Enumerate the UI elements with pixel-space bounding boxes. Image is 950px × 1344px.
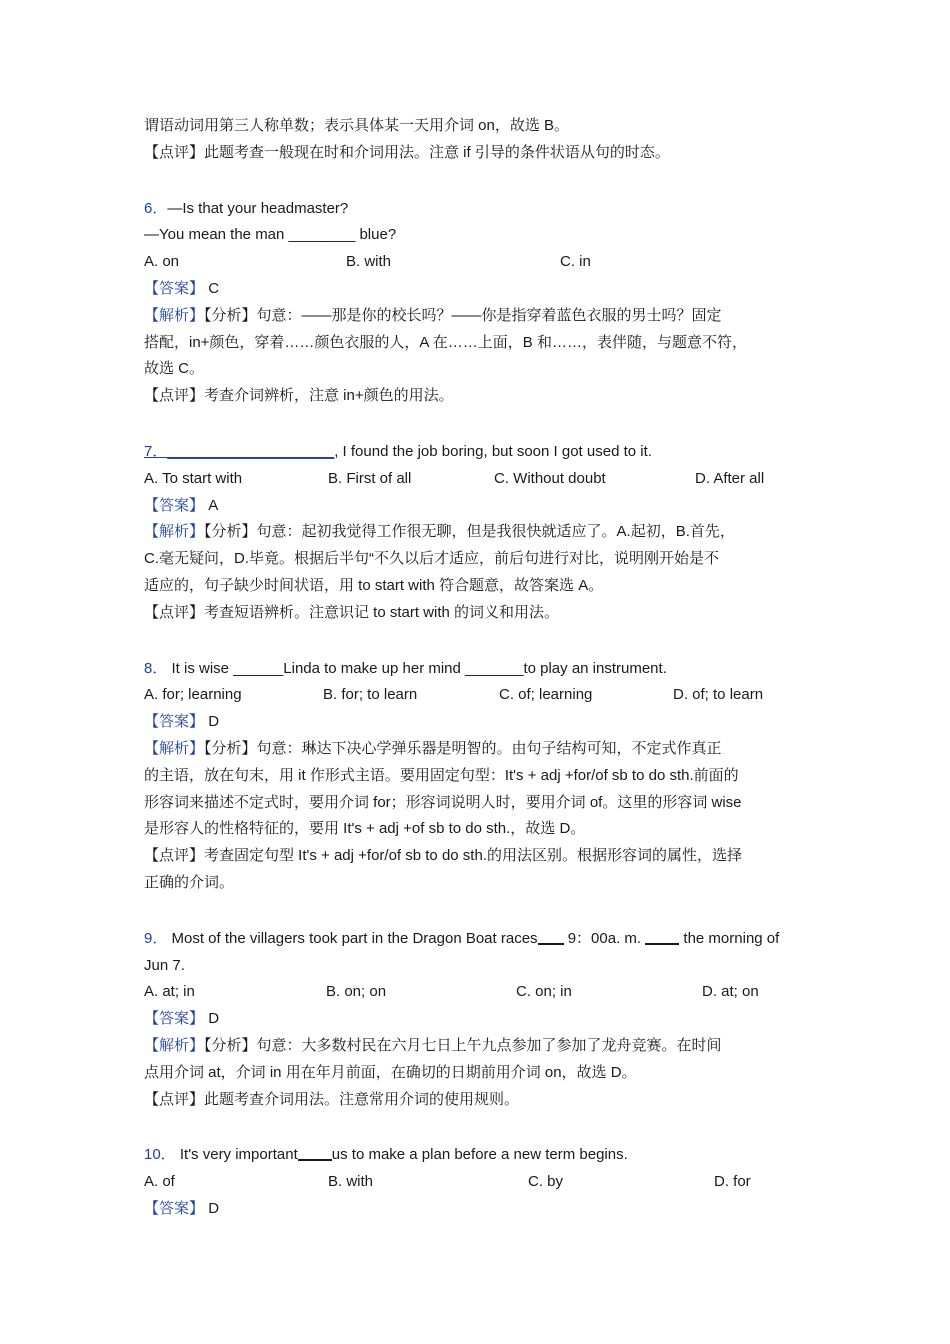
analysis-tag: 【解析】: [144, 306, 205, 324]
option-a: A. for; learning: [144, 686, 242, 704]
comment-line: 【点评】考查短语辨析。注意识记 to start with 的词义和用法。: [144, 603, 560, 621]
option-c: C. Without doubt: [494, 469, 606, 487]
analysis-line: 故选 C。: [144, 360, 205, 378]
answer-blank: ______: [233, 659, 284, 677]
answer-line: [144, 493, 816, 520]
options-row: [144, 466, 816, 493]
analysis-text: 【分析】句意：——那是你的校长吗？——你是指穿着蓝色衣服的男士吗？固定: [204, 306, 722, 324]
analysis-text: 【分析】句意：大多数村民在六月七日上午九点参加了参加了龙舟竞赛。在时间: [204, 1036, 722, 1054]
answer-value: D: [208, 1010, 220, 1028]
analysis-text: 【分析】句意：起初我觉得工作很无聊，但是我很快就适应了。A.起初，B.首先，: [204, 523, 735, 541]
answer-value: C: [208, 279, 220, 297]
answer-blank: ____________________: [167, 442, 335, 460]
comment-line: 正确的介词。: [144, 873, 235, 891]
comment-line: 【点评】此题考查介词用法。注意常用介词的使用规则。: [144, 1090, 520, 1108]
analysis-line: [144, 736, 816, 763]
option-b: B. for; to learn: [323, 686, 418, 704]
analysis-line: [144, 519, 816, 546]
analysis-tag: 【解析】: [144, 739, 205, 757]
options-row: [144, 249, 816, 276]
answer-blank: [645, 927, 679, 945]
question-stem: Jun 7.: [144, 956, 185, 974]
stem-text: —You mean the man: [144, 226, 289, 244]
stem-text: the morning of: [679, 929, 780, 947]
question-stem: [144, 926, 816, 953]
stem-text: Most of the villagers took part in the Dragon Boat races: [167, 929, 538, 947]
stem-text: It is wise: [167, 659, 234, 677]
answer-value: D: [208, 1199, 220, 1217]
stem-text: It's very important: [175, 1146, 298, 1164]
answer-tag: 【答案】: [144, 1199, 205, 1217]
analysis-line: 是形容人的性格特征的，要用 It's + adj +of sb to do sth.，故选 D。: [144, 820, 586, 838]
comment-line: 【点评】此题考查一般现在时和介词用法。注意 if 引导的条件状语从句的时态。: [144, 143, 670, 161]
analysis-line: 点用介词 at，介词 in 用在年月前面，在确切的日期前用介词 on，故选 D。: [144, 1063, 637, 1081]
question-7: [144, 439, 816, 627]
answer-tag: 【答案】: [144, 496, 205, 514]
answer-line: [144, 1006, 816, 1033]
comment-line: 【点评】考查固定句型 It's + adj +for/of sb to do sth.的用法区别。根据形容词的属性，选择: [144, 847, 742, 865]
option-d: D. After all: [695, 469, 765, 487]
comment-line: 【点评】考查介词辨析，注意 in+颜色的用法。: [144, 387, 454, 405]
answer-line: [144, 709, 816, 736]
options-row: [144, 979, 816, 1006]
option-d: D. of; to learn: [673, 686, 764, 704]
stem-text: us to make a plan before a new term begins.: [331, 1146, 628, 1164]
analysis-tag: 【解析】: [144, 1036, 205, 1054]
analysis-tag: 【解析】: [144, 523, 205, 541]
stem-text: blue?: [355, 226, 397, 244]
options-row: [144, 682, 816, 709]
answer-line: [144, 1196, 816, 1223]
question-10: [144, 1142, 816, 1222]
option-c: C. on; in: [516, 983, 572, 1001]
options-row: [144, 1169, 816, 1196]
question-stem: [144, 439, 816, 466]
stem-text: to play an instrument.: [523, 659, 667, 677]
option-a: A. on: [144, 253, 180, 271]
analysis-line: 适应的，句子缺少时间状语，用 to start with 符合题意，故答案选 A。: [144, 576, 604, 594]
option-c: C. by: [528, 1173, 564, 1191]
analysis-line: [144, 1033, 816, 1060]
option-d: D. at; on: [702, 983, 759, 1001]
question-9: [144, 926, 816, 1114]
answer-line: [144, 276, 816, 303]
question-6: [144, 196, 816, 410]
answer-value: D: [208, 713, 220, 731]
analysis-line: 搭配，in+颜色，穿着……颜色衣服的人，A 在……上面，B 和……，表伴随，与题意不符，: [144, 333, 747, 351]
question-number: 7．____________________: [144, 442, 335, 460]
option-b: B. on; on: [326, 983, 387, 1001]
question-number: 9．: [144, 929, 168, 947]
answer-tag: 【答案】: [144, 279, 205, 297]
question-8: [144, 656, 816, 897]
option-c: C. in: [560, 253, 591, 271]
question-number: 6．: [144, 199, 168, 217]
stem-text: —Is that your headmaster?: [167, 199, 349, 217]
question-number: 10．: [144, 1146, 176, 1164]
option-b: B. First of all: [328, 469, 412, 487]
option-d: D. for: [714, 1173, 751, 1191]
stem-text: Linda to make up her mind: [283, 659, 466, 677]
question-number: 8．: [144, 659, 168, 677]
option-b: B. with: [346, 253, 392, 271]
answer-value: A: [208, 496, 219, 514]
answer-tag: 【答案】: [144, 1010, 205, 1028]
question-stem: [144, 222, 816, 249]
text-line: 谓语动词用第三人称单数；表示具体某一天用介词 on，故选 B。: [144, 117, 570, 134]
answer-tag: 【答案】: [144, 713, 205, 731]
analysis-line: 形容词来描述不定式时，要用介词 for；形容词说明人时，要用介词 of。这里的形容词 wise: [144, 793, 742, 811]
stem-text: , I found the job boring, but soon I got used to it.: [334, 442, 652, 460]
option-a: A. at; in: [144, 983, 195, 1001]
answer-blank: [298, 1143, 332, 1161]
option-b: B. with: [328, 1173, 374, 1191]
analysis-line: 的主语，放在句末，用 it 作形式主语。要用固定句型：It's + adj +for/of sb to do sth.前面的: [144, 766, 739, 784]
analysis-line: [144, 303, 816, 330]
option-a: A. To start with: [144, 469, 243, 487]
option-a: A. of: [144, 1173, 175, 1191]
analysis-text: 【分析】句意：琳达下决心学弹乐器是明智的。由句子结构可知，不定式作真正: [204, 739, 722, 757]
answer-blank: ________: [288, 226, 356, 244]
question-stem: [144, 656, 816, 683]
analysis-line: C.毫无疑问，D.毕竟。根据后半句“不久以后才适应，前后句进行对比，说明刚开始是不: [144, 550, 719, 568]
option-c: C. of; learning: [499, 686, 593, 704]
question-stem: [144, 1142, 816, 1169]
answer-blank: _______: [465, 659, 524, 677]
stem-text: 9：00a. m.: [563, 929, 646, 947]
document-page: [144, 113, 816, 1223]
question-stem: [144, 196, 816, 223]
answer-blank: [538, 927, 564, 945]
